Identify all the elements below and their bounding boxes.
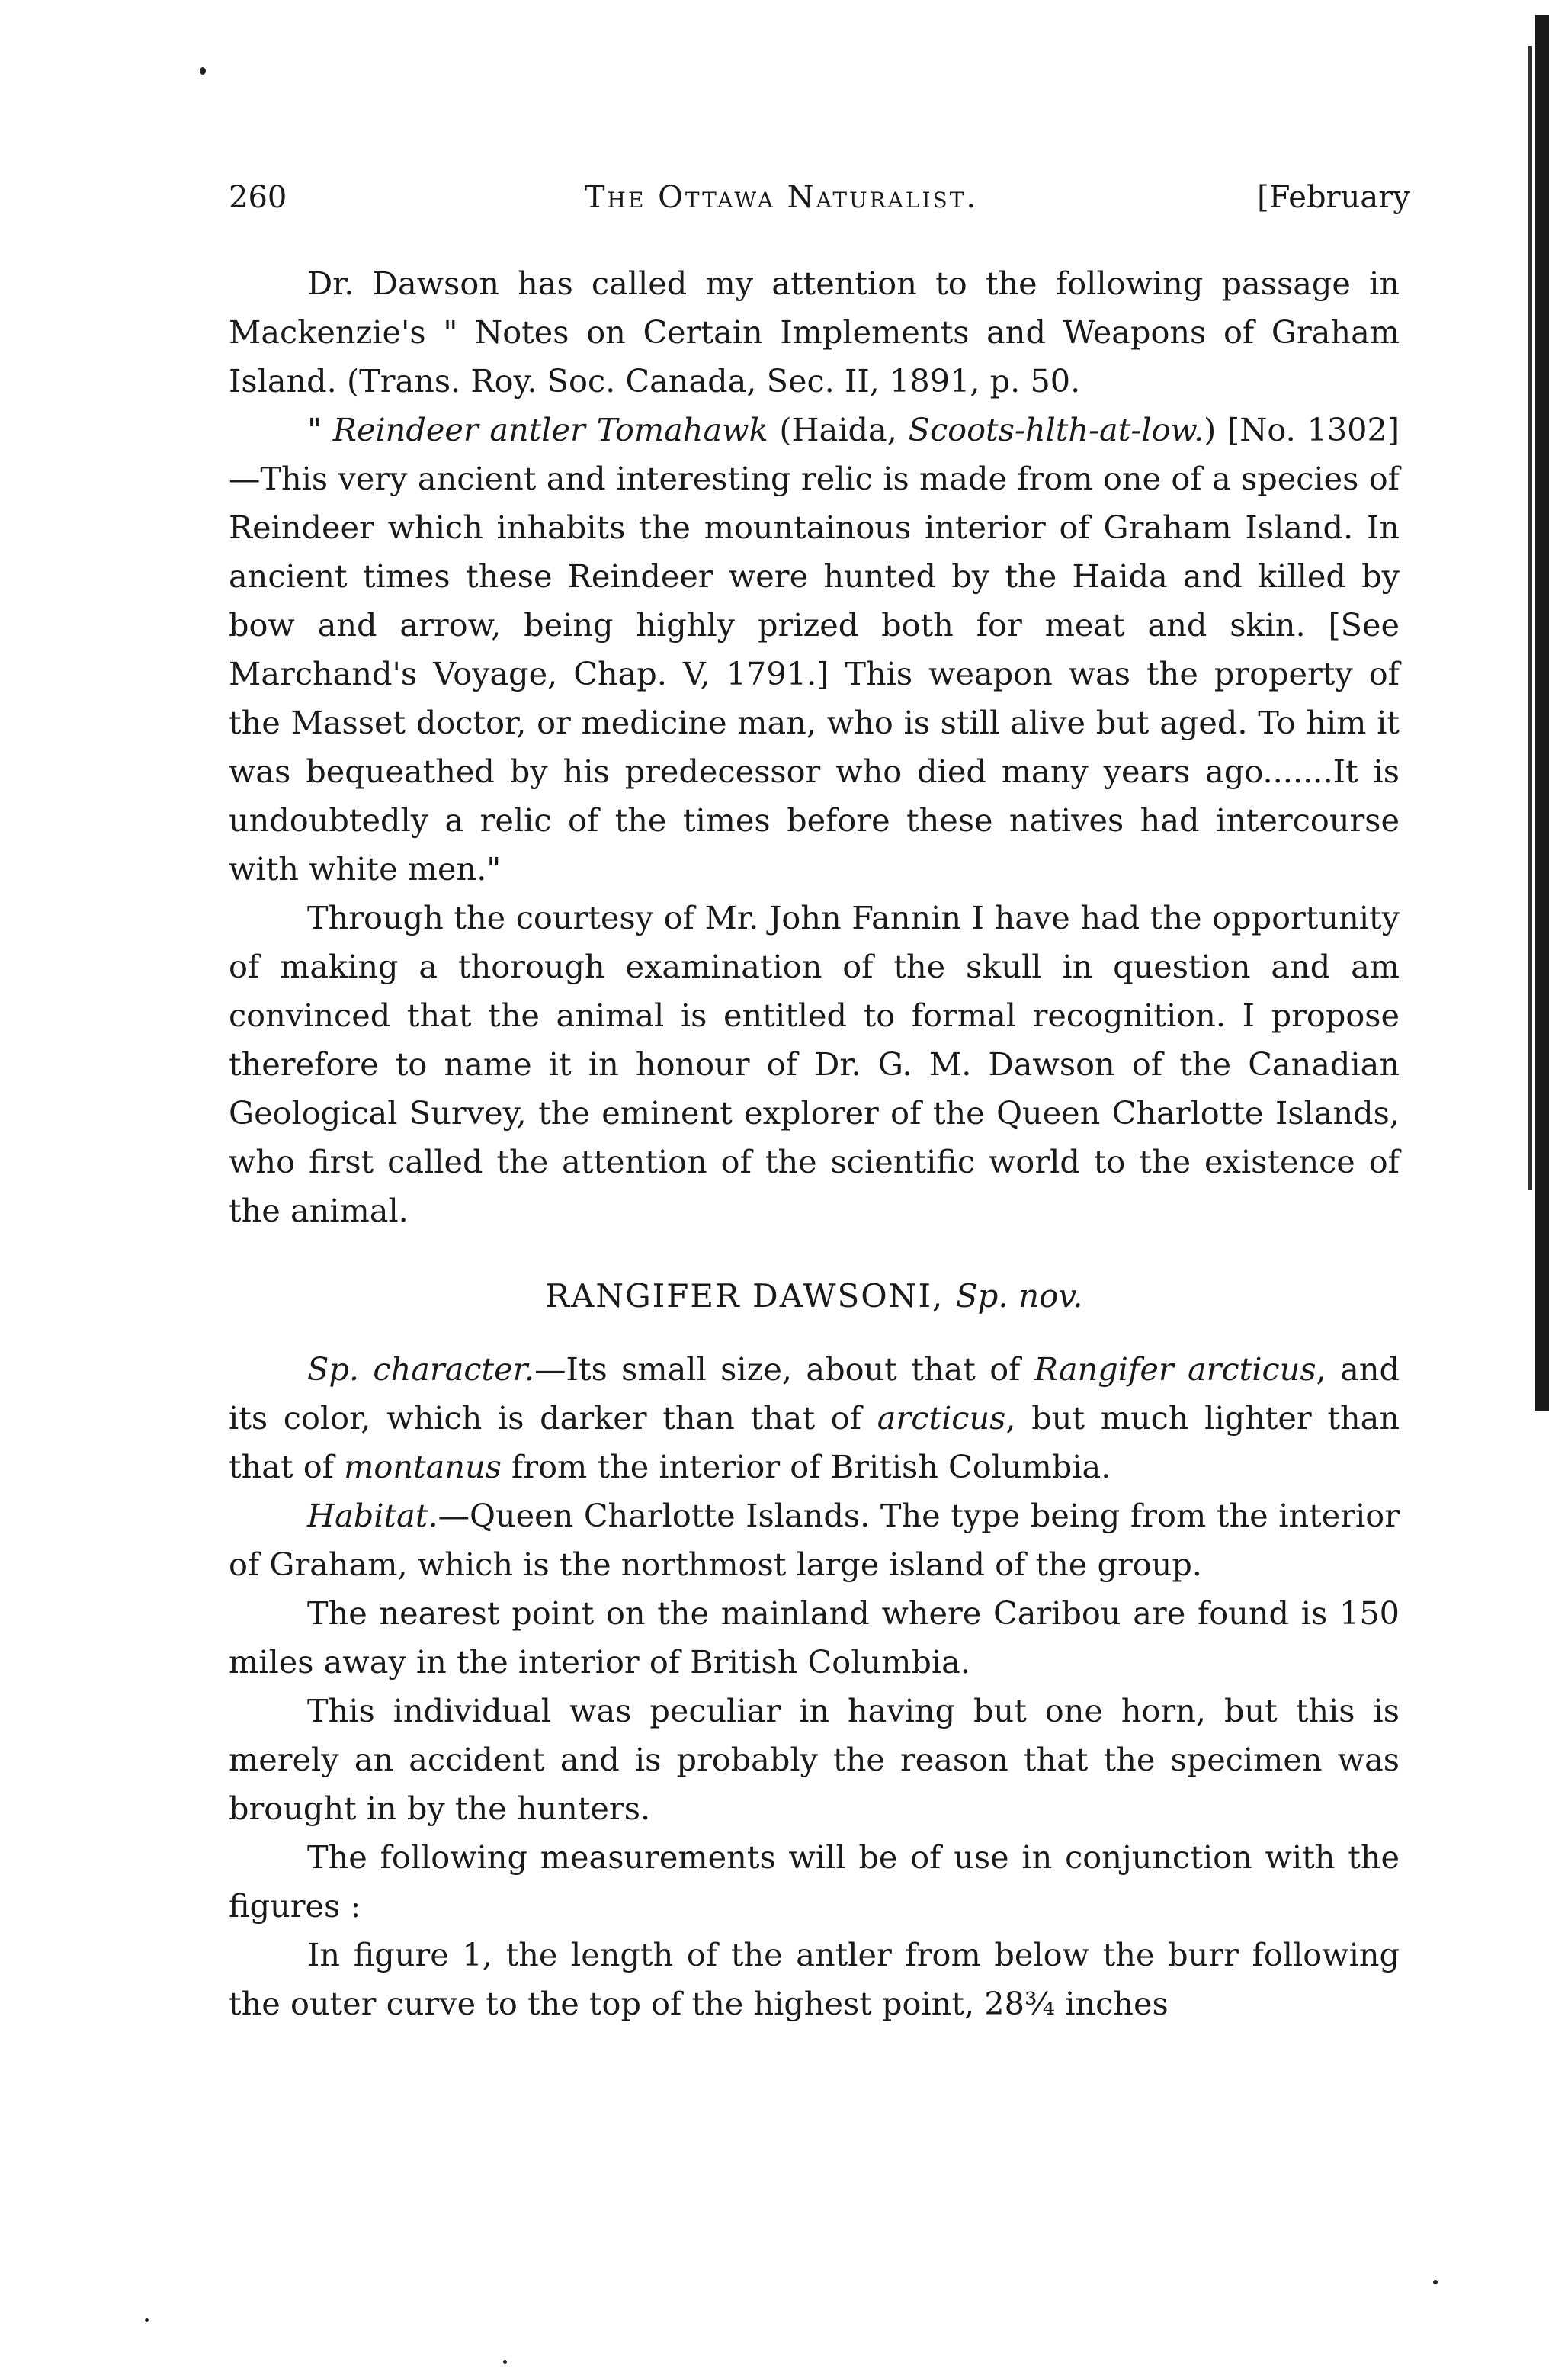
taxon-arcticus: Rangifer arcticus bbox=[1034, 1351, 1316, 1388]
habitat-text: —Queen Charlotte Islands. The type being from the interior of Graham, which is the northmost large island of the group. bbox=[229, 1498, 1400, 1583]
paragraph-dawson-passage: Dr. Dawson has called my attention to the following passage in Mackenzie's " Notes on Certain Implements and Weapons of Graham Island. (Trans. Roy. Soc. Canada, Sec. II, 1891, p. 50. bbox=[229, 265, 1400, 400]
paragraph-habitat bbox=[229, 1491, 1400, 1589]
taxon-arcticus-short: arcticus bbox=[877, 1400, 1006, 1437]
habitat-label: Habitat. bbox=[307, 1498, 438, 1534]
species-heading bbox=[229, 1272, 1400, 1321]
paragraph-measurements-intro: The following measurements will be of use in conjunction with the figures : bbox=[229, 1839, 1400, 1925]
quote-mid: (Haida, bbox=[768, 412, 909, 448]
paragraph-figure-1: In figure 1, the length of the antler from below the burr following the outer curve to the top of the highest point, 28¾ inches bbox=[229, 1937, 1400, 2022]
paragraph-one-horn: This individual was peculiar in having but one horn, but this is merely an accident and is probably the reason that the specimen was brought in by the hunters. bbox=[229, 1693, 1400, 1827]
species-name: RANGIFER DAWSONI, bbox=[545, 1277, 956, 1315]
scan-speck bbox=[145, 2318, 149, 2322]
quote-open: " bbox=[307, 412, 333, 448]
scan-edge-line bbox=[1528, 46, 1532, 1190]
scan-speck bbox=[1433, 2280, 1438, 2284]
issue-month: [February bbox=[1257, 180, 1410, 215]
character-text-a: —Its small size, about that of bbox=[534, 1351, 1034, 1388]
scan-speck bbox=[200, 67, 206, 75]
journal-title: The Ottawa Naturalist. bbox=[584, 180, 979, 215]
artifact-title: Reindeer antler Tomahawk bbox=[332, 412, 768, 448]
article-body bbox=[229, 259, 1400, 2028]
page-number: 260 bbox=[229, 180, 287, 215]
paragraph-character bbox=[229, 1345, 1400, 1491]
character-text-d: from the interior of British Columbia. bbox=[501, 1449, 1111, 1485]
species-nov: Sp. nov. bbox=[955, 1277, 1083, 1315]
haida-name: Scoots-hlth-at-low. bbox=[908, 412, 1204, 448]
taxon-montanus: montanus bbox=[344, 1449, 502, 1485]
character-label: Sp. character. bbox=[307, 1351, 535, 1388]
paragraph-quote-tomahawk bbox=[229, 406, 1400, 894]
quote-rest: ) [No. 1302]—This very ancient and interesting relic is made from one of a species of Reindeer which inhabits the mountainous interior of Graham Island. In ancient times these Reindeer were hunted by the Haida and killed by bow and arrow, being highly prized both for meat and skin. [See Marchand's Voyage, Chap. V, 1791.] This weapon was the property of the Masset doctor, or medicine man, who is still alive but aged. To him it was bequeathed by his predecessor who died many years ago.......It is undoubtedly a relic of the times before these natives had intercourse with white men." bbox=[229, 412, 1400, 888]
character-text-c: , but much lighter than that of bbox=[229, 1400, 1400, 1485]
paragraph-naming: Through the courtesy of Mr. John Fannin I have had the opportunity of making a thorough examination of the skull in question and am convinced that the animal is entitled to formal recognition. I propose therefore to name it in honour of Dr. G. M. Dawson of the Canadian Geological Survey, the eminent explorer of the Queen Charlotte Islands, who first called the attention of the scientific world to the existence of the animal. bbox=[229, 900, 1400, 1229]
paragraph-mainland: The nearest point on the mainland where Caribou are found is 150 miles away in the interior of British Columbia. bbox=[229, 1595, 1400, 1681]
scan-edge-shadow bbox=[1535, 15, 1549, 1411]
scan-speck bbox=[503, 2360, 507, 2364]
character-text-b: , and its color, which is darker than that of bbox=[229, 1351, 1400, 1437]
running-header bbox=[229, 180, 1410, 226]
